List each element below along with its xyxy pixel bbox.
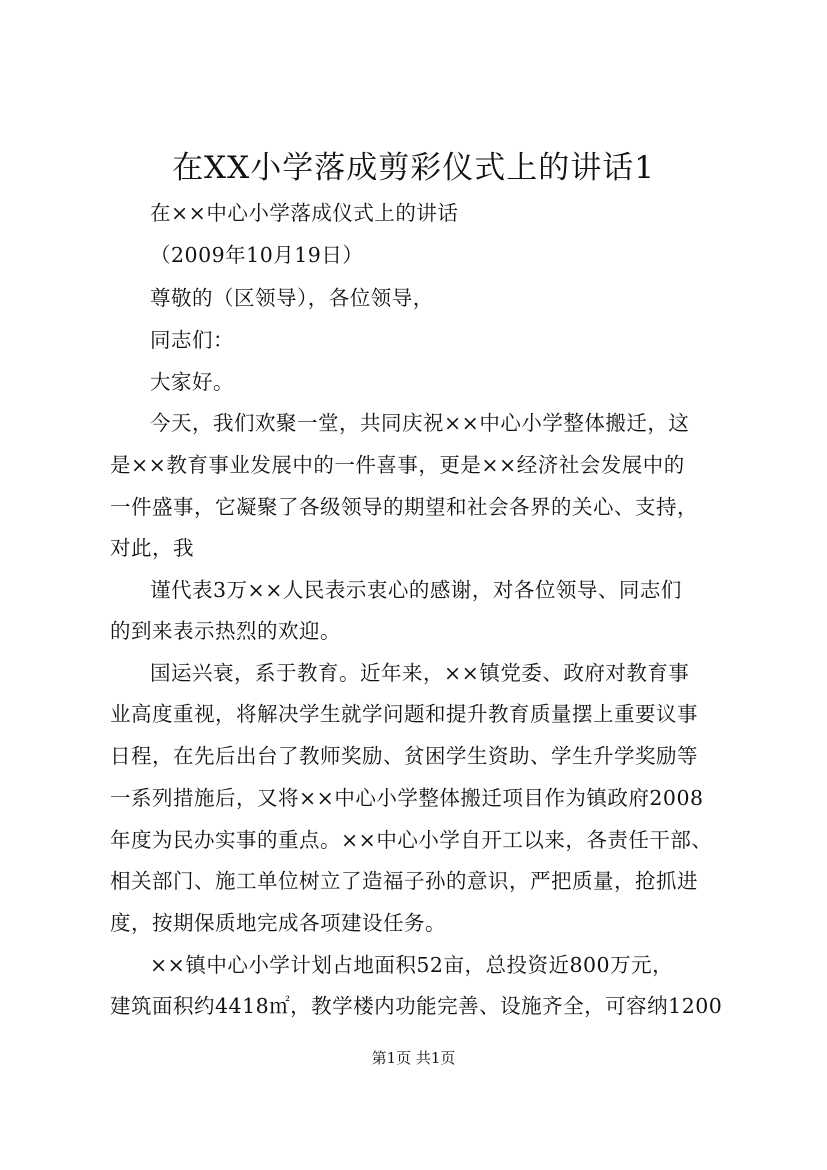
text-line: 一件盛事，它凝聚了各级领导的期望和社会各界的关心、支持， — [110, 495, 698, 519]
text-line: ××镇中心小学计划占地面积52亩，总投资近800万元， — [150, 953, 674, 977]
text-line: 业高度重视，将解决学生就学问题和提升教育质量摆上重要议事 — [110, 702, 698, 726]
text-line: 度，按期保质地完成各项建设任务。 — [110, 911, 446, 935]
text-line: 对此，我 — [110, 536, 194, 560]
text-line: 的到来表示热烈的欢迎。 — [110, 619, 341, 643]
text-line: 尊敬的（区领导），各位领导， — [150, 286, 434, 310]
text-line: 在××中心小学落成仪式上的讲话 — [150, 201, 459, 225]
text-line: 是××教育事业发展中的一件喜事，更是××经济社会发展中的 — [110, 453, 685, 477]
text-line: 日程，在先后出台了教师奖励、贫困学生资助、学生升学奖励等 — [110, 744, 698, 768]
text-line: 谨代表3万××人民表示衷心的感谢，对各位领导、同志们 — [150, 578, 682, 602]
page-number-footer: 第1页 共1页 — [371, 1049, 456, 1067]
text-line: 今天，我们欢聚一堂，共同庆祝××中心小学整体搬迁，这 — [150, 411, 690, 435]
document-title: 在XX小学落成剪彩仪式上的讲话1 — [172, 150, 655, 186]
text-line: 建筑面积约4418㎡，教学楼内功能完善、设施齐全，可容纳1200 — [110, 994, 723, 1018]
text-line: 同志们： — [150, 328, 234, 352]
text-line: 相关部门、施工单位树立了造福子孙的意识，严把质量，抢抓进 — [110, 869, 698, 893]
text-line: 一系列措施后，又将××中心小学整体搬迁项目作为镇政府2008 — [110, 786, 704, 810]
text-line: 年度为民办实事的重点。××中心小学自开工以来，各责任干部、 — [110, 828, 713, 852]
text-line: （2009年10月19日） — [150, 243, 364, 267]
text-line: 国运兴衰，系于教育。近年来，××镇党委、政府对教育事 — [150, 661, 690, 685]
text-line: 大家好。 — [150, 370, 234, 394]
